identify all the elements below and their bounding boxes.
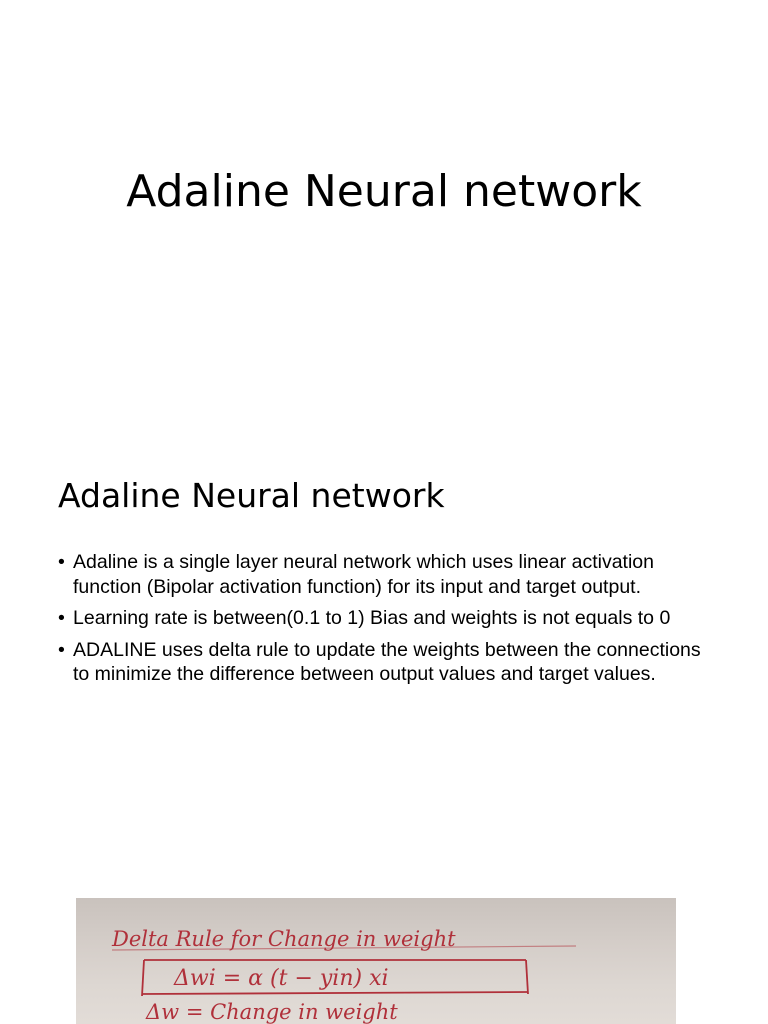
bullet-dot: • [58, 607, 65, 629]
bullet-text: ADALINE uses delta rule to update the weights between the connections to minimize the difference between output values and target values. [73, 638, 701, 685]
bullet-item-3 [58, 638, 718, 687]
note-formula: Δwi = α (t − yin) xi [174, 966, 389, 991]
bullet-item-1 [58, 550, 718, 599]
slide-title: Adaline Neural network [126, 166, 642, 217]
section-heading: Adaline Neural network [58, 476, 445, 515]
bullet-dot: • [58, 638, 65, 661]
bullet-text: Learning rate is between(0.1 to 1) Bias and weights is not equals to 0 [73, 607, 671, 629]
formula-box-bottom [142, 992, 528, 994]
bullet-dot: • [58, 551, 65, 573]
formula-box-right [526, 960, 528, 994]
bullet-text: Adaline is a single layer neural network which uses linear activation function (Bipolar activation function) for its input and target output. [73, 551, 654, 598]
handwritten-note-image [76, 898, 676, 1024]
note-line-1: Delta Rule for Change in weight [112, 927, 456, 951]
note-line-3: Δw = Change in weight [146, 1000, 398, 1024]
bullet-item-2 [58, 606, 718, 631]
handwritten-note-drawing [76, 898, 676, 1024]
formula-box-left [142, 960, 144, 996]
bullet-list [58, 550, 718, 694]
